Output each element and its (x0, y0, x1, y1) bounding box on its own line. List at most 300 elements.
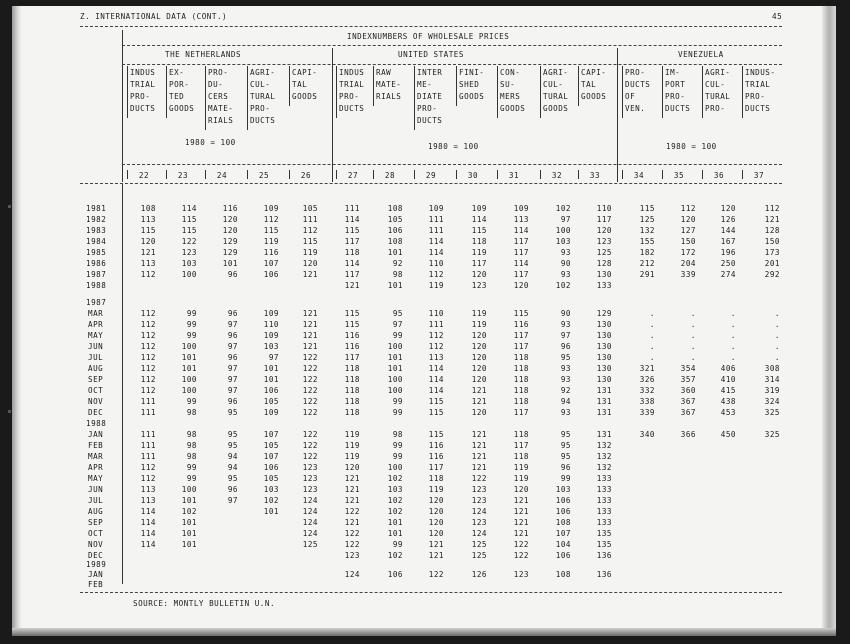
table-cell: 96 (560, 342, 571, 351)
table-cell: . (690, 320, 696, 329)
table-cell: 93 (560, 248, 571, 257)
table-cell: 108 (387, 204, 403, 213)
table-cell: 120 (471, 331, 487, 340)
column-header-label: MATE- (376, 80, 402, 89)
table-cell: 117 (513, 237, 529, 246)
table-cell: . (690, 342, 696, 351)
table-cell: 114 (140, 518, 156, 527)
table-cell: 107 (555, 529, 571, 538)
table-cell: 124 (302, 496, 318, 505)
table-cell: 106 (555, 551, 571, 560)
table-cell: 106 (387, 226, 403, 235)
column-header-label: FINI- (459, 68, 485, 77)
table-cell: 96 (560, 463, 571, 472)
column-header-label: GOODS (543, 104, 569, 113)
table-cell: 102 (387, 496, 403, 505)
table-cell: 101 (181, 529, 197, 538)
table-cell: 111 (140, 408, 156, 417)
row-label: MAY (88, 331, 104, 340)
table-cell: 101 (387, 248, 403, 257)
table-cell: 121 (140, 248, 156, 257)
table-cell: 115 (302, 237, 318, 246)
column-divider (336, 170, 337, 179)
table-cell: 204 (680, 259, 696, 268)
table-cell: 132 (596, 463, 612, 472)
table-cell: 120 (428, 507, 444, 516)
column-header-label: DUCTS (745, 104, 771, 113)
table-cell: 99 (186, 463, 197, 472)
column-header-label: PRO- (417, 104, 438, 113)
table-cell: 114 (344, 215, 360, 224)
table-cell: 367 (680, 397, 696, 406)
column-header-label: AGRI- (543, 68, 569, 77)
table-cell: 103 (555, 485, 571, 494)
table-cell: 122 (471, 474, 487, 483)
column-divider (617, 48, 618, 182)
table-cell: 121 (471, 430, 487, 439)
column-header-label: IM- (665, 68, 681, 77)
table-cell: 130 (596, 270, 612, 279)
table-cell: 96 (227, 331, 238, 340)
table-cell: 120 (471, 353, 487, 362)
table-cell: 129 (222, 248, 238, 257)
column-divider (122, 30, 123, 182)
table-title: INDEXNUMBERS OF WHOLESALE PRICES (347, 32, 510, 41)
table-cell: 99 (186, 474, 197, 483)
table-cell: 102 (555, 204, 571, 213)
column-number: 29 (425, 171, 437, 180)
table-cell: 114 (471, 215, 487, 224)
table-cell: 112 (140, 270, 156, 279)
table-cell: 97 (227, 364, 238, 373)
table-cell: 112 (140, 375, 156, 384)
table-cell: 121 (513, 529, 529, 538)
table-cell: 314 (764, 375, 780, 384)
column-divider (205, 66, 206, 130)
table-cell: . (730, 309, 736, 318)
column-divider (166, 170, 167, 179)
table-cell: 118 (428, 474, 444, 483)
table-cell: 212 (639, 259, 655, 268)
column-divider (456, 170, 457, 179)
table-cell: 100 (181, 485, 197, 494)
table-cell: 120 (596, 226, 612, 235)
table-cell: 116 (344, 342, 360, 351)
table-cell: 105 (263, 441, 279, 450)
table-cell: 121 (344, 518, 360, 527)
table-cell: 125 (596, 248, 612, 257)
column-header-label: CUL- (543, 80, 564, 89)
table-cell: 94 (560, 397, 571, 406)
table-cell: 131 (596, 386, 612, 395)
column-header-label: GOODS (581, 92, 607, 101)
table-cell: 112 (140, 342, 156, 351)
table-cell: 112 (140, 386, 156, 395)
table-cell: 116 (513, 320, 529, 329)
table-cell: 112 (428, 342, 444, 351)
table-cell: 117 (344, 237, 360, 246)
table-cell: 338 (639, 397, 655, 406)
table-cell: 131 (596, 430, 612, 439)
column-header-label: SHED (459, 80, 480, 89)
row-label: AUG (88, 507, 104, 516)
table-cell: 119 (263, 237, 279, 246)
table-cell: 120 (302, 259, 318, 268)
table-cell: 99 (560, 474, 571, 483)
row-label: JAN (88, 430, 104, 439)
section-title: Z. INTERNATIONAL DATA (CONT.) (80, 12, 228, 21)
table-cell: 111 (140, 430, 156, 439)
table-cell: 96 (227, 270, 238, 279)
table-cell: 101 (263, 507, 279, 516)
table-cell: 101 (181, 518, 197, 527)
table-cell: 100 (181, 270, 197, 279)
column-header-label: SU- (500, 80, 516, 89)
rule (80, 592, 782, 593)
column-header-label: DUCTS (130, 104, 156, 113)
column-header-label: PRO- (705, 104, 726, 113)
table-cell: 120 (680, 215, 696, 224)
table-cell: 97 (227, 320, 238, 329)
table-cell: 114 (428, 375, 444, 384)
column-divider (622, 170, 623, 179)
table-cell: 135 (596, 529, 612, 538)
table-cell: 114 (513, 259, 529, 268)
table-cell: 96 (227, 485, 238, 494)
table-cell: 119 (302, 248, 318, 257)
column-divider (702, 170, 703, 179)
column-divider (247, 170, 248, 179)
table-cell: 291 (639, 270, 655, 279)
table-cell: 121 (344, 485, 360, 494)
table-cell: 121 (302, 342, 318, 351)
row-label: 1981 (86, 204, 107, 213)
table-cell: 97 (227, 496, 238, 505)
table-cell: 121 (764, 215, 780, 224)
table-cell: 99 (392, 408, 403, 417)
rule (122, 64, 782, 65)
table-cell: 126 (471, 570, 487, 579)
row-label: DEC (88, 551, 104, 560)
column-header-label: GOODS (500, 104, 526, 113)
table-cell: 325 (764, 430, 780, 439)
table-cell: 107 (263, 259, 279, 268)
table-cell: 125 (471, 540, 487, 549)
table-cell: 120 (471, 375, 487, 384)
table-cell: 118 (344, 375, 360, 384)
table-cell: 118 (513, 397, 529, 406)
table-cell: 109 (263, 309, 279, 318)
table-cell: 99 (392, 452, 403, 461)
table-cell: . (730, 342, 736, 351)
binding-mark (8, 205, 11, 208)
table-cell: 100 (181, 375, 197, 384)
table-cell: 122 (302, 353, 318, 362)
column-header-label: CERS (208, 92, 229, 101)
table-cell: 99 (186, 397, 197, 406)
table-cell: 132 (596, 441, 612, 450)
table-cell: 109 (428, 204, 444, 213)
table-cell: 119 (471, 248, 487, 257)
table-cell: 308 (764, 364, 780, 373)
table-cell: 115 (513, 309, 529, 318)
table-cell: 118 (344, 364, 360, 373)
table-cell: 105 (302, 204, 318, 213)
table-cell: 120 (471, 408, 487, 417)
table-cell: 321 (639, 364, 655, 373)
table-cell: 118 (513, 452, 529, 461)
rule (122, 45, 782, 46)
table-cell: 120 (513, 485, 529, 494)
table-cell: 133 (596, 485, 612, 494)
table-cell: 106 (555, 496, 571, 505)
table-cell: 319 (764, 386, 780, 395)
table-cell: 100 (181, 342, 197, 351)
table-cell: 101 (387, 281, 403, 290)
column-header-label: TRIAL (339, 80, 365, 89)
table-cell: 101 (222, 259, 238, 268)
table-cell: 119 (471, 309, 487, 318)
column-number: 32 (551, 171, 563, 180)
table-cell: 112 (302, 226, 318, 235)
table-cell: 99 (392, 441, 403, 450)
table-cell: 109 (263, 204, 279, 213)
table-cell: 125 (471, 551, 487, 560)
table-cell: 115 (428, 430, 444, 439)
column-header-label: GOODS (292, 92, 318, 101)
table-cell: 95 (560, 430, 571, 439)
row-label: APR (88, 320, 104, 329)
table-cell: 119 (513, 474, 529, 483)
table-cell: 119 (344, 430, 360, 439)
table-cell: 121 (471, 463, 487, 472)
table-cell: 117 (344, 353, 360, 362)
column-header-label: PRO- (130, 92, 151, 101)
table-cell: 123 (471, 281, 487, 290)
base-year-united-states: 1980 = 100 (428, 142, 479, 151)
row-label: FEB (88, 441, 104, 450)
table-cell: 114 (140, 540, 156, 549)
table-cell: 123 (302, 485, 318, 494)
table-cell: 115 (639, 204, 655, 213)
column-header-label: DUCTS (417, 116, 443, 125)
table-cell: 122 (344, 507, 360, 516)
table-cell: 96 (227, 353, 238, 362)
table-cell: 112 (140, 353, 156, 362)
table-cell: 438 (720, 397, 736, 406)
row-label: 1987 (86, 270, 107, 279)
column-divider (166, 66, 167, 118)
column-header-label: PRO- (625, 68, 646, 77)
table-cell: 354 (680, 364, 696, 373)
table-cell: 129 (222, 237, 238, 246)
base-year-netherlands: 1980 = 100 (185, 138, 236, 147)
column-divider (578, 170, 579, 179)
table-cell: 131 (596, 408, 612, 417)
table-cell: 93 (560, 375, 571, 384)
table-cell: 114 (428, 248, 444, 257)
column-header-label: CAPI- (581, 68, 607, 77)
column-number: 31 (508, 171, 520, 180)
column-number: 25 (258, 171, 270, 180)
row-label: OCT (88, 386, 104, 395)
table-cell: 99 (186, 309, 197, 318)
table-cell: 98 (392, 270, 403, 279)
table-cell: 115 (344, 226, 360, 235)
row-label: 1984 (86, 237, 107, 246)
table-cell: 97 (227, 386, 238, 395)
column-number: 35 (673, 171, 685, 180)
table-cell: 131 (596, 397, 612, 406)
table-cell: . (690, 331, 696, 340)
table-cell: 120 (428, 529, 444, 538)
table-cell: 121 (302, 331, 318, 340)
table-cell: 124 (302, 518, 318, 527)
table-cell: 130 (596, 320, 612, 329)
table-cell: 121 (344, 281, 360, 290)
table-cell: 117 (596, 215, 612, 224)
table-cell: 108 (555, 570, 571, 579)
table-cell: 119 (428, 485, 444, 494)
row-label: JAN (88, 570, 104, 579)
table-cell: 116 (428, 441, 444, 450)
table-cell: 118 (344, 248, 360, 257)
row-label: MAR (88, 452, 104, 461)
table-cell: 115 (428, 408, 444, 417)
table-cell: . (649, 309, 655, 318)
table-cell: 114 (140, 529, 156, 538)
table-cell: 113 (428, 353, 444, 362)
row-label: MAY (88, 474, 104, 483)
row-label: OCT (88, 529, 104, 538)
table-cell: . (690, 353, 696, 362)
table-cell: 101 (263, 375, 279, 384)
table-cell: 100 (387, 375, 403, 384)
table-cell: 115 (344, 309, 360, 318)
table-cell: 112 (140, 320, 156, 329)
table-cell: 196 (720, 248, 736, 257)
column-header-label: INDUS (130, 68, 156, 77)
table-cell: 123 (471, 518, 487, 527)
table-cell: 332 (639, 386, 655, 395)
table-cell: 112 (428, 331, 444, 340)
table-cell: 112 (140, 463, 156, 472)
column-divider (127, 66, 128, 118)
table-cell: . (649, 320, 655, 329)
table-cell: 122 (302, 364, 318, 373)
table-cell: 172 (680, 248, 696, 257)
table-cell: 357 (680, 375, 696, 384)
table-cell: 133 (596, 474, 612, 483)
table-cell: 340 (639, 430, 655, 439)
column-number: 34 (633, 171, 645, 180)
table-cell: 117 (513, 248, 529, 257)
table-cell: 123 (302, 463, 318, 472)
table-cell: 98 (186, 452, 197, 461)
table-cell: 111 (140, 397, 156, 406)
table-cell: 133 (596, 507, 612, 516)
page-edge (822, 6, 836, 634)
table-cell: 94 (227, 452, 238, 461)
table-cell: 111 (428, 215, 444, 224)
table-cell: 123 (302, 474, 318, 483)
table-cell: 117 (513, 441, 529, 450)
table-cell: 118 (471, 237, 487, 246)
table-cell: 121 (302, 270, 318, 279)
table-cell: 121 (471, 441, 487, 450)
table-cell: 92 (392, 259, 403, 268)
table-cell: 114 (344, 259, 360, 268)
row-label: 1986 (86, 259, 107, 268)
table-cell: 90 (560, 259, 571, 268)
table-cell: 133 (596, 496, 612, 505)
column-divider (205, 170, 206, 179)
table-cell: 109 (263, 408, 279, 417)
table-cell: 92 (560, 386, 571, 395)
column-number: 24 (216, 171, 228, 180)
column-header-label: RAW (376, 68, 392, 77)
row-label: SEP (88, 518, 104, 527)
table-cell: 110 (263, 320, 279, 329)
table-cell: 100 (181, 386, 197, 395)
table-cell: 116 (222, 204, 238, 213)
table-cell: 120 (471, 364, 487, 373)
base-year-venezuela: 1980 = 100 (666, 142, 717, 151)
table-cell: 122 (302, 386, 318, 395)
table-cell: 150 (680, 237, 696, 246)
row-label-divider (122, 184, 123, 584)
table-cell: 121 (471, 386, 487, 395)
table-cell: 101 (181, 496, 197, 505)
table-cell: . (774, 342, 780, 351)
row-label: AUG (88, 364, 104, 373)
table-cell: 90 (560, 309, 571, 318)
row-label: 1988 (86, 281, 107, 290)
table-cell: 114 (428, 364, 444, 373)
table-cell: 108 (387, 237, 403, 246)
table-cell: 116 (263, 248, 279, 257)
table-cell: 173 (764, 248, 780, 257)
period-heading: 1989 (86, 560, 107, 569)
column-divider (742, 66, 743, 118)
table-cell: 118 (344, 397, 360, 406)
table-cell: 117 (471, 259, 487, 268)
table-cell: 115 (140, 226, 156, 235)
table-cell: 121 (513, 496, 529, 505)
table-cell: 98 (186, 441, 197, 450)
column-header-label: MERS (500, 92, 521, 101)
column-divider (456, 66, 457, 106)
column-divider (702, 66, 703, 118)
table-cell: 292 (764, 270, 780, 279)
table-cell: . (774, 320, 780, 329)
table-cell: 122 (302, 452, 318, 461)
table-cell: 116 (344, 331, 360, 340)
column-header-label: TAL (581, 80, 597, 89)
period-heading: 1988 (86, 419, 107, 428)
column-header-label: TRIAL (130, 80, 156, 89)
table-cell: 122 (344, 540, 360, 549)
column-header-label: CUL- (250, 80, 271, 89)
table-cell: 115 (181, 215, 197, 224)
table-cell: 101 (387, 353, 403, 362)
table-cell: 450 (720, 430, 736, 439)
table-cell: 102 (387, 507, 403, 516)
column-divider (497, 66, 498, 118)
table-cell: 133 (596, 518, 612, 527)
column-header-label: POR- (169, 80, 190, 89)
row-label: SEP (88, 375, 104, 384)
